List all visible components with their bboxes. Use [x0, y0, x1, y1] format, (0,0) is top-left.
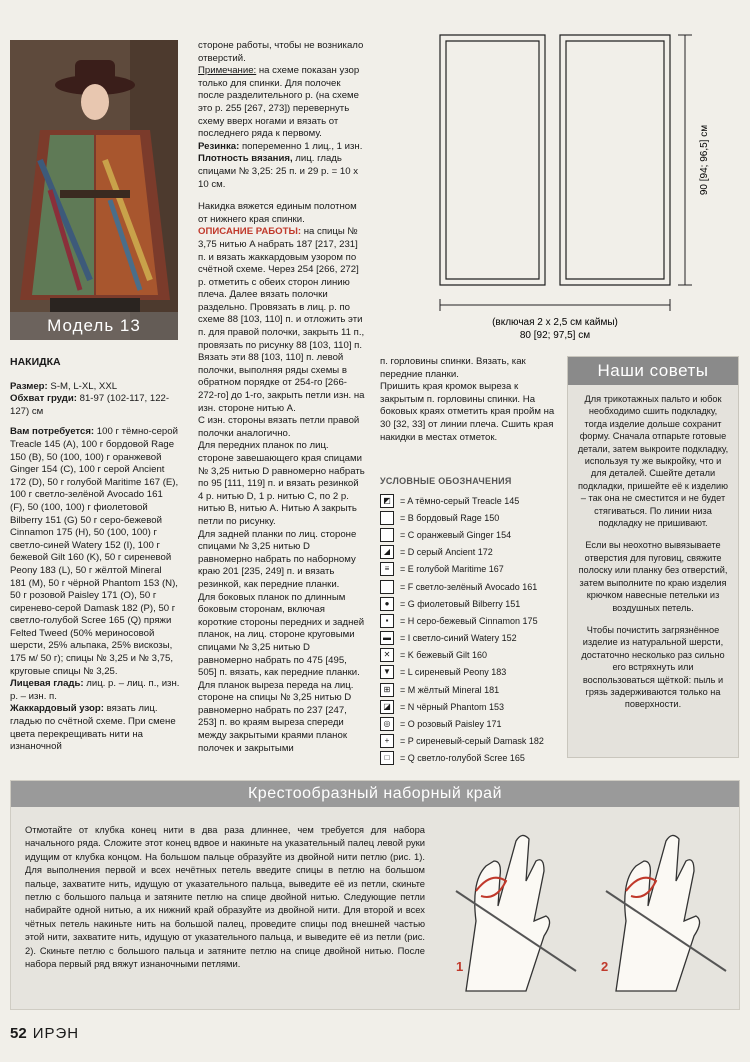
- legend-label: = G фиолетовый Bilberry 151: [400, 598, 521, 609]
- legend-symbol-icon: ≡: [380, 562, 394, 576]
- legend-symbol-icon: ▪: [380, 614, 394, 628]
- legend-item: [380, 630, 560, 647]
- schematic-diagram: [420, 25, 730, 345]
- seam-paragraph: С изн. стороны вязать петли правой полочки аналогично.: [198, 415, 360, 439]
- finishing-paragraph: Пришить края кромок выреза к закрытым п. горловины спинки. На боковых краях отметить края пройм на 30 [32, 33] от линии плеча. Сшить края накидки в местах отметок.: [380, 381, 555, 443]
- legend-label: = O розовый Paisley 171: [400, 719, 502, 730]
- model-photo: [10, 40, 178, 340]
- front-band-paragraph: Для передних планок по лиц. стороне завешающего края спицами № 3,25 нитью D равномерно набрать по 95 [111, 119] п. и вязать резинкой 4 р. нитью D, 1 р. нитью C, по 2 р. нитью B, нитью A. Нитью A закрыть петли по рисунку.: [198, 440, 365, 527]
- legend-symbol-icon: [380, 511, 394, 525]
- legend-symbol-icon: [380, 580, 394, 594]
- cast-on-title: Крестообразный наборный край: [11, 781, 739, 807]
- tip-2: Если вы неохотно вывязываете отверстия для пуговиц, свяжите полоску или планку без отверстий, затем выполните по краю изделия крючком навесные петельки из воздушных петель.: [578, 540, 728, 613]
- note-paragraph: Примечание: на схеме показан узор только для спинки. Для полочек после разделительного р. (на схеме это р. 255 [267, 273]) перевернуть схему вверх ногами и вязать от последнего ряда к первому.: [198, 65, 360, 140]
- neck-band-paragraph: Для планок выреза переда на лиц. стороне на спицы № 3,25 нитью D равномерно набрать по 237 [247, 253] п. во краям выреза спереди между закрытыми краями планок полочек и закрытыми: [198, 679, 354, 754]
- legend-item: [380, 509, 560, 526]
- border-note: (включая 2 х 2,5 см каймы): [492, 317, 618, 328]
- legend-symbol-icon: ▬: [380, 631, 394, 645]
- legend-item: [380, 750, 560, 767]
- width-label: 80 [92; 97,5] см: [519, 330, 591, 341]
- legend-title: УСЛОВНЫЕ ОБОЗНАЧЕНИЯ: [380, 476, 512, 486]
- legend-label: = F светло-зелёный Avocado 161: [400, 581, 538, 592]
- size-line: Размер: S-M, L-XL, XXL: [10, 380, 118, 392]
- legend-symbol-icon: ▼: [380, 665, 394, 679]
- legend-label: = E голубой Maritime 167: [400, 564, 504, 575]
- legend-symbol-icon: [380, 528, 394, 542]
- legend-label: = K бежевый Gilt 160: [400, 650, 488, 661]
- legend-label: = C оранжевый Ginger 154: [400, 529, 512, 540]
- page-footer: [10, 1025, 79, 1042]
- hand-2: [616, 835, 700, 991]
- legend-item: [380, 612, 560, 629]
- right-panel-outline: [560, 35, 670, 285]
- legend-label: = N чёрный Phantom 153: [400, 701, 504, 712]
- side-band-paragraph: Для боковых планок по длинным боковым сторонам, включая короткие стороны передних и задней планок, на лиц. стороне круговыми спицами № 3,25 нитью D равномерно набрать по 475 [495, 505] п. вязать, как передние планки.: [198, 591, 365, 679]
- tips-title: Наши советы: [568, 357, 738, 385]
- jacquard-line: Жаккардовый узор: вязать лиц. гладью по счётной схеме. При смене цвета перекрещивать нити на изнаночной: [10, 703, 176, 753]
- legend: [380, 476, 560, 767]
- legend-symbol-icon: ✕: [380, 648, 394, 662]
- legend-item: [380, 715, 560, 732]
- back-band-paragraph: Для задней планки по лиц. стороне спицами № 3,25 нитью D равномерно набрать по наборному краю 201 [235, 249] п. и вязать резинкой, как передние планки.: [198, 528, 357, 590]
- rib-line: Резинка: попеременно 1 лиц., 1 изн.: [198, 140, 363, 152]
- left-panel-outline: [440, 35, 545, 285]
- legend-label: = I светло-синий Watery 152: [400, 633, 517, 644]
- legend-item: [380, 595, 560, 612]
- legend-item: [380, 526, 560, 543]
- legend-label: = D серый Ancient 172: [400, 547, 493, 558]
- legend-label: = H серо-бежевый Cinnamon 175: [400, 615, 538, 626]
- legend-symbol-icon: ◢: [380, 545, 394, 559]
- legend-item: [380, 681, 560, 698]
- garment-title: НАКИДКА: [10, 356, 61, 368]
- tips-box: [567, 356, 739, 758]
- text-cont-3: п. горловины спинки. Вязать, как передние планки.: [380, 356, 526, 380]
- legend-item: [380, 492, 560, 509]
- height-label: 90 [94; 96,5] см: [699, 124, 710, 196]
- right-panel-inner: [566, 41, 664, 279]
- hands-illustration: [436, 821, 736, 1001]
- legend-symbol-icon: ◩: [380, 494, 394, 508]
- legend-item: [380, 733, 560, 750]
- intro-paragraph: Накидка вяжется единым полотном от нижнего края спинки.: [198, 201, 357, 225]
- stockinette-line: Лицевая гладь: лиц. р. – лиц. п., изн. р. – изн. п.: [10, 678, 180, 702]
- legend-label: = B бордовый Rage 150: [400, 512, 500, 523]
- cast-on-text: Отмотайте от клубка конец нити в два раза длиннее, чем требуется для набора начального ряда. Сложите этот конец вдвое и накиньте на указательный палец левой руки идущим от клубка концом. На большом пальце образуйте из двойной нити петлю (рис. 1). Для выполнения первой и всех нечётных петель введите спицы в петлю на большом пальце, захватите нить, идущую от указательного пальца, выведите её из петли, скиньте петлю с большого пальца и затяните петлю на спице двойной нитью. Следующие петли набирайте одной нитью, а их нижний край образуйте из двойной нити. Для второй и всех чётных петель накиньте нить на большой палец, проведите спицы под внешней частью этой нити, захватите нить, идущую от указательного пальца, и выведите её из петли (рис. 2). Скиньте петлю с большого пальца и затяните петлю на спице двойной нитью. После набора первый ряд вяжут изнаночными петлями.: [25, 824, 425, 970]
- materials-line: Вам потребуется: 100 г тёмно-серой Treacle 145 (A), 100 г бордовой Rage 150 (B), 50 (100, 100) г оранжевой Ginger 154 (C), 100 г серой Ancient 172 (D), 50 г голубой Maritime 167 (E), 100 г светло-зелёной Avocado 161 (F), 50 (100, 100) г фиолетовой Bilberry 151 (G) 50 г серо-бежевой Cinnamon 175 (H), 50 (100, 100) г светло-синей Watery 152 (I), 100 г бежевой Gilt 160 (K), 50 г сиреневой Peony 183 (L), 50 г жёлтой Mineral 181 (M), 50 г чёрной Phantom 153 (N), 50 г розовой Paisley 171 (O), 50 г сиренево-серой Damask 182 (P), 50 г светло-голубой Scree 165 (Q) пряжи Felted Tweed (50% мериносовой шерсти, 25% альпака, 25% вискозы, 175 м/ 50 г); спицы № 3,25 и № 3,75, круговые спицы № 3,25.: [10, 426, 179, 677]
- text-cont: стороне работы, чтобы не возникало отверстий.: [198, 40, 364, 64]
- column-3: [380, 356, 558, 444]
- gauge-line: Плотность вязания, лиц. гладь спицами № 3,25: 25 п. и 29 р. = 10 х 10 см.: [198, 153, 359, 190]
- hand-1: [466, 835, 550, 991]
- legend-symbol-icon: □: [380, 751, 394, 765]
- legend-symbol-icon: ⊞: [380, 683, 394, 697]
- legend-item: [380, 664, 560, 681]
- figure-2-label: 2: [601, 959, 609, 974]
- legend-item: [380, 561, 560, 578]
- legend-symbol-icon: ◎: [380, 717, 394, 731]
- legend-symbol-icon: ◪: [380, 700, 394, 714]
- legend-item: [380, 544, 560, 561]
- legend-label: = M жёлтый Mineral 181: [400, 684, 500, 695]
- legend-item: [380, 647, 560, 664]
- legend-label: = P сиреневый-серый Damask 182: [400, 736, 544, 747]
- cast-on-box: [10, 780, 740, 1010]
- legend-item: [380, 698, 560, 715]
- legend-label: = Q светло-голубой Scree 165: [400, 753, 525, 764]
- model-photo-illustration: [10, 40, 178, 340]
- legend-symbol-icon: ●: [380, 597, 394, 611]
- magazine-brand: ИРЭН: [32, 1025, 80, 1042]
- description-paragraph: ОПИСАНИЕ РАБОТЫ: на спицы № 3,75 нитью A набрать 187 [217, 231] п. и вязать жаккардовым узором по счётной схеме. Через 254 [266, 272] р. отметить с обеих сторон линию плеча. Далее вязать полочки раздельно. Провязать в лиц. р. по схеме 88 [103, 110] п. и отложить эти п. для правой полочки, закрыть 11 п., провязать по рисунку 88 [103, 110] п. Вязать эти 88 [103, 110] п. левой полочки, выполняя ряды схемы в обратном порядке от 254-го [266-272-го] до 1-го, закрыть петли изн. на изн. стороне нитью A.: [198, 226, 365, 414]
- left-panel-inner: [446, 41, 539, 279]
- column-2: [198, 40, 366, 755]
- tip-1: Для трикотажных пальто и юбок необходимо сшить подкладку, тогда изделие дольше сохранит форму. Сначала отпарьте готовые детали, затем выкроите подкладку, используя ту же выкройку, что и для деталей. Сшейте детали подкладки, пришейте её к изделию – так она не сместится и не будет стягиваться. По линии низа подкладку не пришивают.: [577, 394, 729, 529]
- legend-label: = L сиреневый Peony 183: [400, 667, 507, 678]
- front-opening: [546, 34, 559, 286]
- legend-symbol-icon: +: [380, 734, 394, 748]
- legend-item: [380, 578, 560, 595]
- tip-3: Чтобы почистить загрязнённое изделие из натуральной шерсти, достаточно несколько раз сильно его встряхнуть или воспользоваться щёткой: пыль и грязь задерживаются только на поверхности.: [581, 624, 725, 710]
- model-label: Модель 13: [10, 312, 178, 340]
- figure-1-label: 1: [456, 959, 464, 974]
- legend-label: = A тёмно-серый Treacle 145: [400, 495, 520, 506]
- page-number: 52: [10, 1025, 27, 1042]
- chest-line: Обхват груди: 81-97 (102-117, 122-127) см: [10, 393, 170, 417]
- column-1: [10, 356, 180, 754]
